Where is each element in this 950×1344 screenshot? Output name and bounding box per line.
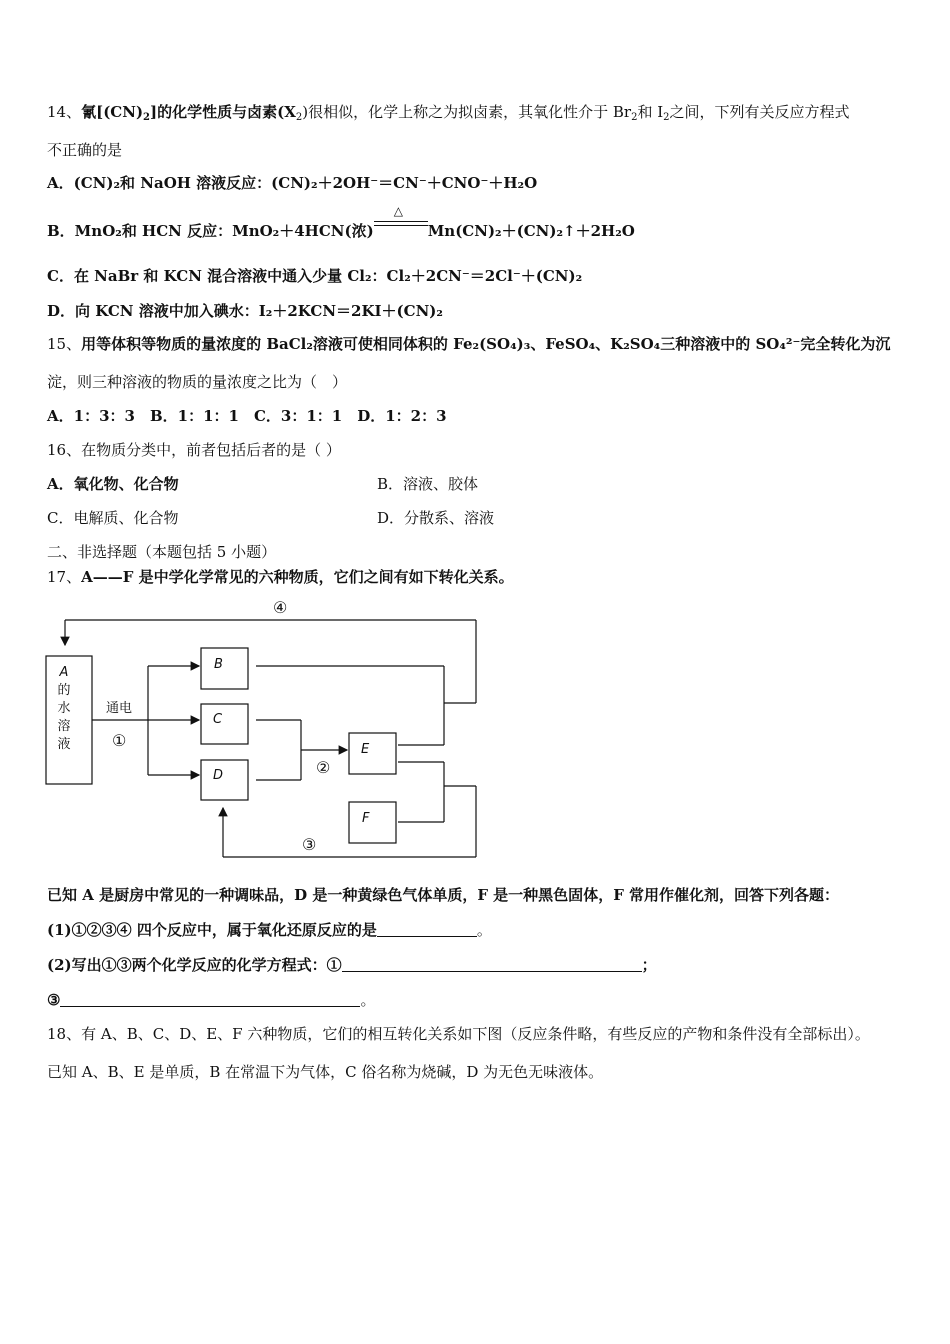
q17-number: 17、 xyxy=(47,568,82,586)
q14-stem-d: 和 I xyxy=(637,103,664,121)
q18-stem-text: 有 A、B、C、D、E、F 六种物质，它们的相互转化关系如下图（反应条件略，有些反应的产物和条件没有全部标出）。 xyxy=(81,1025,870,1043)
node-a-label xyxy=(56,664,72,754)
node-f-label: F xyxy=(362,811,370,826)
subscript: 2 xyxy=(143,112,151,123)
q17-sub2 xyxy=(47,955,657,975)
q17-sub1-text: (1)①②③④ 四个反应中，属于氧化还原反应的是 xyxy=(47,921,377,939)
answer-blank[interactable] xyxy=(377,922,477,937)
q14-stem-line2: 不正确的是 xyxy=(47,141,123,159)
heat-triangle: △ xyxy=(393,204,403,218)
q16-options-row1 xyxy=(47,474,179,494)
section-title: 二、非选择题（本题包括 5 小题） xyxy=(47,543,277,561)
answer-blank[interactable] xyxy=(342,957,642,972)
answer-blank[interactable] xyxy=(60,992,360,1007)
q14-number: 14、 xyxy=(47,103,82,121)
node-e-box xyxy=(349,733,396,774)
q14-stem-e: 之间，下列有关反应方程式 xyxy=(669,103,850,121)
q14-option-d: D．向 KCN 溶液中加入碘水：I₂＋2KCN＝2KI＋(CN)₂ xyxy=(47,302,443,320)
q16-option-d: D．分散系、溶液 xyxy=(377,509,495,527)
q17-sub1 xyxy=(47,920,492,940)
node-c-box xyxy=(201,704,248,744)
q17-sub2-text: (2)写出①③两个化学反应的化学方程式：① xyxy=(47,956,342,974)
q18-stem-line1 xyxy=(47,1024,870,1044)
q16-option-c: C．电解质、化合物 xyxy=(47,509,179,527)
subscript: 2 xyxy=(631,112,638,123)
subscript: 2 xyxy=(663,112,670,123)
q14-stem-line1 xyxy=(47,102,850,122)
node-c-label: C xyxy=(213,712,223,727)
node-d-box xyxy=(201,760,248,800)
node-a-char: 液 xyxy=(57,737,71,752)
node-a-char: 溶 xyxy=(57,719,71,734)
q15-options: A．1：3：3 B．1：1：1 C．3：1：1 D．1：2：3 xyxy=(47,407,447,425)
node-b-label: B xyxy=(214,657,223,672)
node-a-char: 水 xyxy=(57,701,71,716)
node-f-box xyxy=(349,802,396,843)
q17-sub2b-text: ③ xyxy=(47,991,61,1009)
subscript: 2 xyxy=(295,112,303,123)
q14-stem-a: 氰[(CN) xyxy=(81,103,144,121)
node-a-char: 的 xyxy=(57,683,71,698)
q15-stem-line1 xyxy=(47,334,890,354)
q14-stem-b: ]的化学性质与卤素(X xyxy=(150,103,296,121)
q17-sub2b-end: 。 xyxy=(360,991,376,1009)
node-a-letter: A xyxy=(59,665,69,680)
reaction-3-label: ③ xyxy=(302,835,317,854)
q14-option-b-left: B．MnO₂和 HCN 反应：MnO₂＋4HCN(浓) xyxy=(47,222,374,240)
q16-stem-text: 在物质分类中，前者包括后者的是（ ） xyxy=(81,441,341,459)
node-b-box xyxy=(201,648,248,689)
condition-electrolysis: 通电 xyxy=(106,701,133,716)
reaction-2-label: ② xyxy=(316,758,331,777)
q17-stem-text: A——F 是中学化学常见的六种物质，它们之间有如下转化关系。 xyxy=(81,568,514,586)
q16-option-b: B．溶液、胶体 xyxy=(377,475,479,493)
q14-stem-c: )很相似，化学上称之为拟卤素，其氧化性介于 Br xyxy=(302,103,632,121)
node-e-label: E xyxy=(361,742,370,757)
q16-stem xyxy=(47,440,341,460)
q15-number: 15、 xyxy=(47,335,82,353)
q16-option-a: A．氧化物、化合物 xyxy=(47,475,179,493)
reaction-1-label: ① xyxy=(112,731,127,750)
q17-sub2b xyxy=(47,990,375,1010)
q17-sub1-end: 。 xyxy=(476,921,492,939)
q14-option-b-right: Mn(CN)₂＋(CN)₂↑＋2H₂O xyxy=(427,222,635,240)
q15-stem-text: 用等体积等物质的量浓度的 BaCl₂溶液可使相同体积的 Fe₂(SO₄)₃、FeSO₄、K₂SO₄三种溶液中的 SO₄²⁻完全转化为沉 xyxy=(81,335,891,353)
node-d-label: D xyxy=(213,768,224,783)
q18-stem-line2: 已知 A、B、E 是单质，B 在常温下为气体，C 俗名称为烧碱，D 为无色无味液体。 xyxy=(47,1063,604,1081)
q17-stem xyxy=(47,567,514,587)
q17-sub2-end: ； xyxy=(641,956,657,974)
q16-number: 16、 xyxy=(47,441,82,459)
reaction-4-label: ④ xyxy=(273,598,288,617)
q18-number: 18、 xyxy=(47,1025,82,1043)
q14-option-b xyxy=(47,204,635,241)
q14-option-c: C．在 NaBr 和 KCN 混合溶液中通入少量 Cl₂：Cl₂＋2CN⁻＝2Cl⁻＋(CN)₂ xyxy=(47,267,583,285)
q14-option-a: A．(CN)₂和 NaOH 溶液反应：(CN)₂＋2OH⁻＝CN⁻＋CNO⁻＋H₂O xyxy=(47,174,538,192)
q17-given: 已知 A 是厨房中常见的一种调味品，D 是一种黄绿色气体单质，F 是一种黑色固体，F 常用作催化剂，回答下列各题： xyxy=(47,886,840,904)
reaction-condition-arrow xyxy=(374,204,428,240)
q15-stem-line2: 淀，则三种溶液的物质的量浓度之比为（ ） xyxy=(47,373,348,391)
